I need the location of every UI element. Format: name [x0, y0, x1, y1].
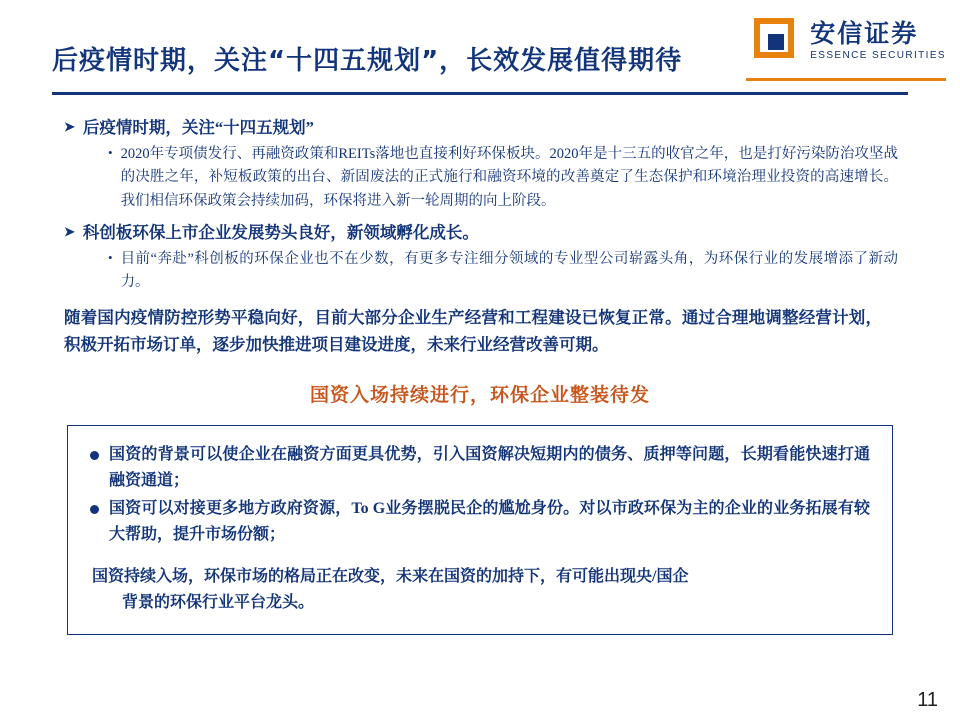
section-subheading: 国资入场持续进行，环保企业整装待发: [309, 385, 650, 407]
bullet-level2-text: 目前“奔赴”科创板的环保企业也不在少数，有更多专注细分领域的专业型公司崭露头角，为环保行业的发展增添了新动力。: [120, 250, 898, 291]
dot-bullet-icon: •: [108, 249, 113, 265]
logo-underline: [746, 78, 946, 81]
summary-paragraph: 随着国内疫情防控形势平稳向好，目前大部分企业生产经营和工程建设已恢复正常。通过合理地调整经营计划，积极开拓市场订单，逐步加快推进项目建设进度，未来行业经营改善可期。: [64, 307, 882, 354]
box-footer-line1: 国资持续入场，环保市场的格局正在改变，未来在国资的加持下，有可能出现央/国企: [92, 567, 689, 585]
box-footer-line2: 背景的环保行业平台龙头。: [122, 593, 315, 611]
bullet-level1-text: 后疫情时期，关注“十四五规划”: [82, 118, 314, 137]
dot-bullet-icon: •: [108, 144, 113, 160]
box-list-item-text: 国资可以对接更多地方政府资源，To G业务摆脱民企的尴尬身份。对以市政环保为主的企业的业务拓展有较大帮助，提升市场份额；: [109, 500, 870, 544]
slide-header: [0, 0, 960, 108]
bullet-level1-text: 科创板环保上市企业发展势头良好，新领域孵化成长。: [82, 223, 479, 243]
box-footer-note: [90, 564, 870, 616]
logo-text: [810, 18, 946, 62]
slide-content: [0, 108, 960, 635]
bullet-level2-text: 2020年专项债发行、再融资政策和REITs落地也直接利好环保板块。2020年是十三五的收官之年，也是打好污染防治攻坚战的决胜之年，补短板政策的出台、新固废法的正式施行和融资环境的改善奠定了生态保护和环境治理业投资的高速增长。我们相信环保政策会持续加码，环保将进入新一轮周期的向上阶段。: [120, 145, 898, 209]
round-bullet-icon: [90, 505, 99, 514]
round-bullet-icon: [90, 451, 99, 460]
highlight-box: [67, 425, 893, 634]
title-underline: [52, 92, 908, 95]
logo-square-icon: [754, 18, 800, 64]
bullet-level1: [64, 221, 960, 246]
bullet-level2: [108, 248, 898, 295]
box-list-item: [90, 496, 870, 548]
logo-name-cn: 安信证券: [810, 18, 919, 48]
page-title: 后疫情时期，关注“十四五规划”，长效发展值得期待: [52, 46, 683, 76]
logo-name-en: ESSENCE SECURITIES: [810, 50, 946, 62]
page-number: 11: [917, 689, 938, 711]
bullet-level2: [108, 143, 898, 213]
arrow-bullet-icon: ➤: [64, 119, 75, 134]
arrow-bullet-icon: ➤: [64, 224, 75, 240]
company-logo: [754, 18, 946, 64]
box-list-item-text: 国资的背景可以使企业在融资方面更具优势，引入国资解决短期内的债务、质押等问题，长期看能快速打通融资通道；: [109, 446, 870, 490]
bullet-level1: [64, 116, 960, 141]
box-list-item: [90, 442, 870, 494]
